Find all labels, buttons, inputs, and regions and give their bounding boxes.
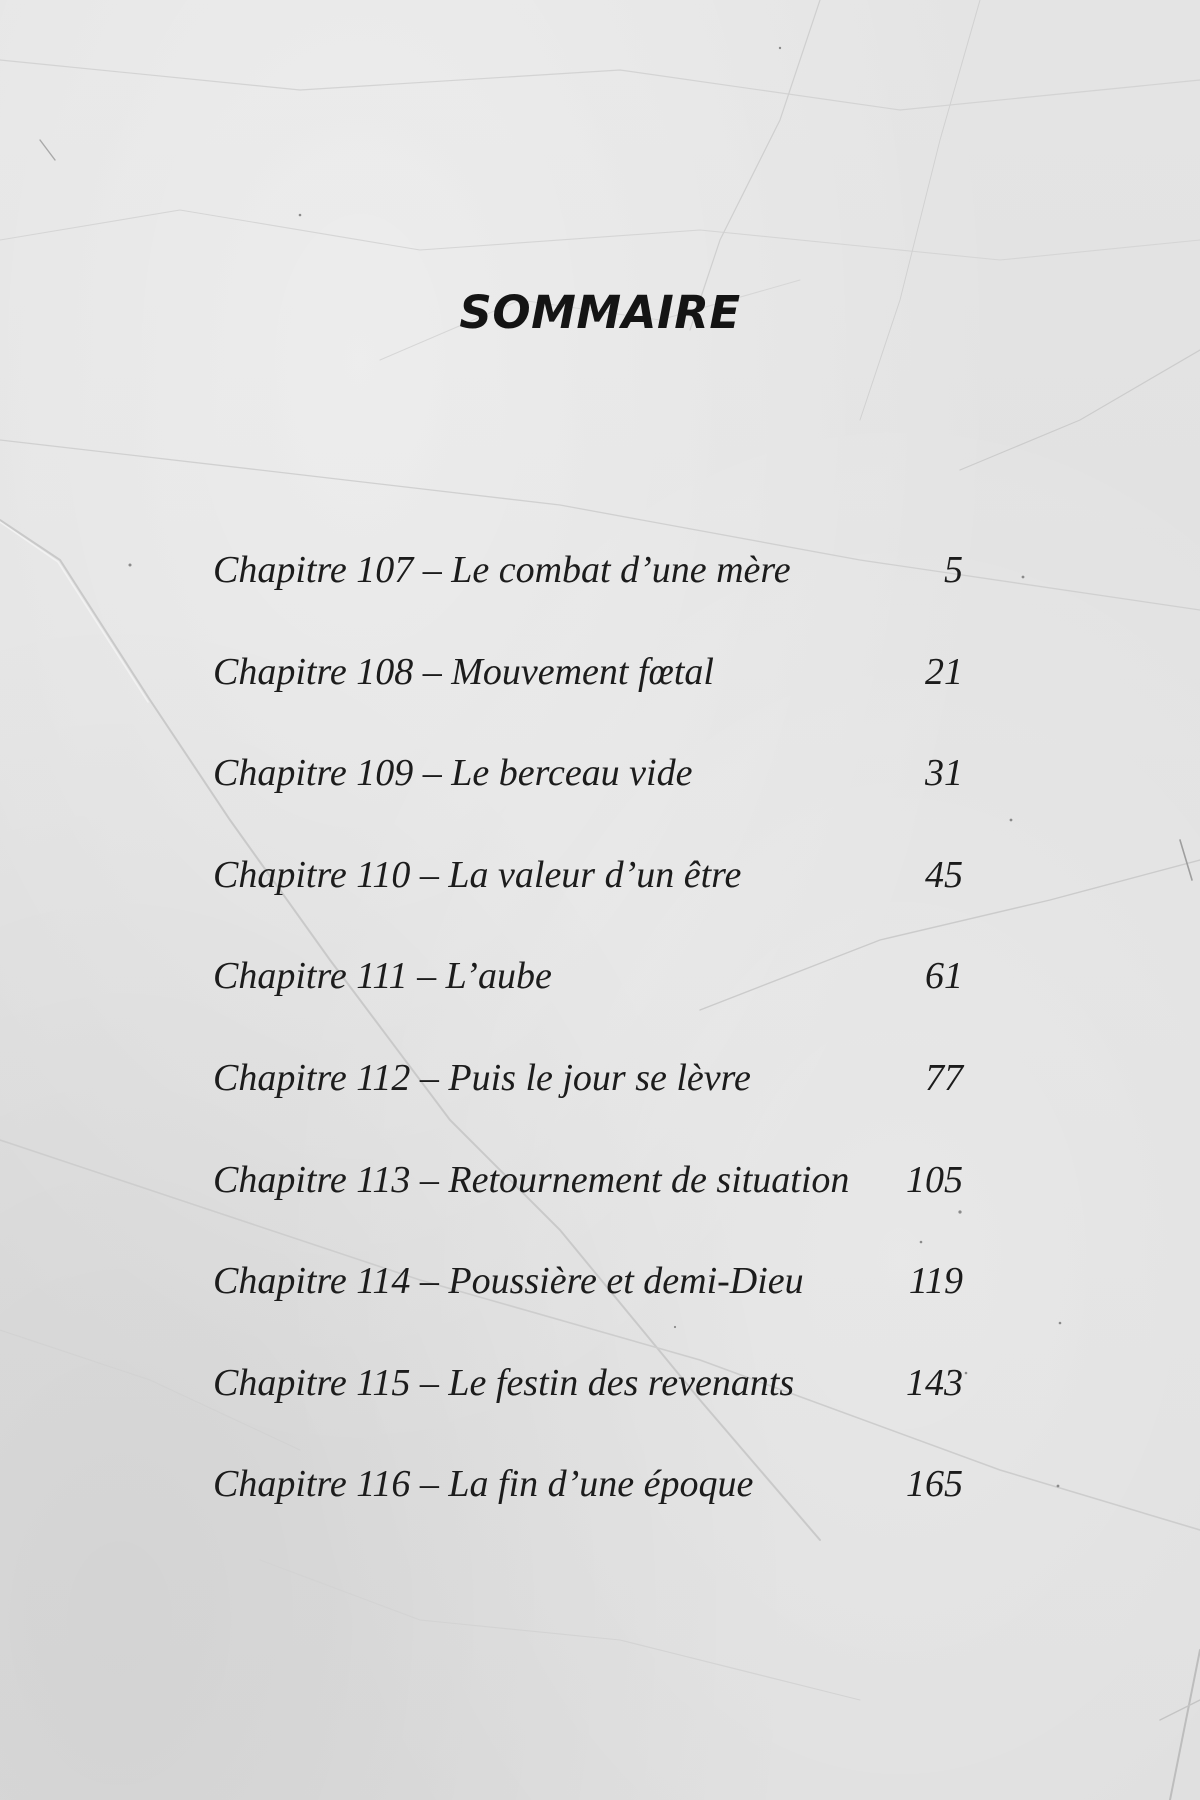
toc-entry-page: 165	[906, 1463, 963, 1506]
toc-entry	[213, 542, 963, 644]
toc-entry-page: 45	[925, 853, 963, 896]
toc-entry-label: Chapitre 107 – Le combat d’une mère	[213, 549, 791, 591]
toc-entry	[213, 847, 963, 949]
toc-entry-label: Chapitre 108 – Mouvement fœtal	[213, 650, 714, 693]
toc-entry-label: Chapitre 114 – Poussière et demi-Dieu	[213, 1260, 804, 1303]
toc-entry	[213, 1152, 963, 1254]
page-title: SOMMAIRE	[459, 286, 741, 339]
toc-entry-page: 119	[908, 1260, 963, 1303]
toc-entry-label: Chapitre 111 – L’aube	[213, 955, 552, 998]
toc-entry-page: 5	[944, 549, 963, 591]
toc-entry-page: 61	[925, 955, 963, 998]
toc-entry	[213, 1355, 963, 1457]
toc-entry-label: Chapitre 109 – Le berceau vide	[213, 752, 693, 795]
toc-entry-label: Chapitre 112 – Puis le jour se lèvre	[213, 1056, 751, 1099]
toc-entry-label: Chapitre 115 – Le festin des revenants	[213, 1361, 795, 1404]
toc-entry	[213, 1253, 963, 1355]
toc-entry-page: 105	[906, 1158, 963, 1201]
toc-entry	[213, 1456, 963, 1558]
toc-entry-label: Chapitre 113 – Retournement de situation	[213, 1158, 850, 1201]
toc-entry-label: Chapitre 110 – La valeur d’un être	[213, 853, 742, 896]
toc-entry-page: 31	[925, 752, 963, 795]
toc-entry	[213, 948, 963, 1050]
toc-entry	[213, 745, 963, 847]
toc-entry	[213, 644, 963, 746]
toc-entry	[213, 1050, 963, 1152]
toc-entry-page: 77	[925, 1056, 963, 1099]
table-of-contents	[213, 542, 963, 1558]
toc-entry-page: 21	[925, 650, 963, 693]
toc-entry-page: 143	[906, 1361, 963, 1404]
toc-entry-label: Chapitre 116 – La fin d’une époque	[213, 1463, 754, 1506]
